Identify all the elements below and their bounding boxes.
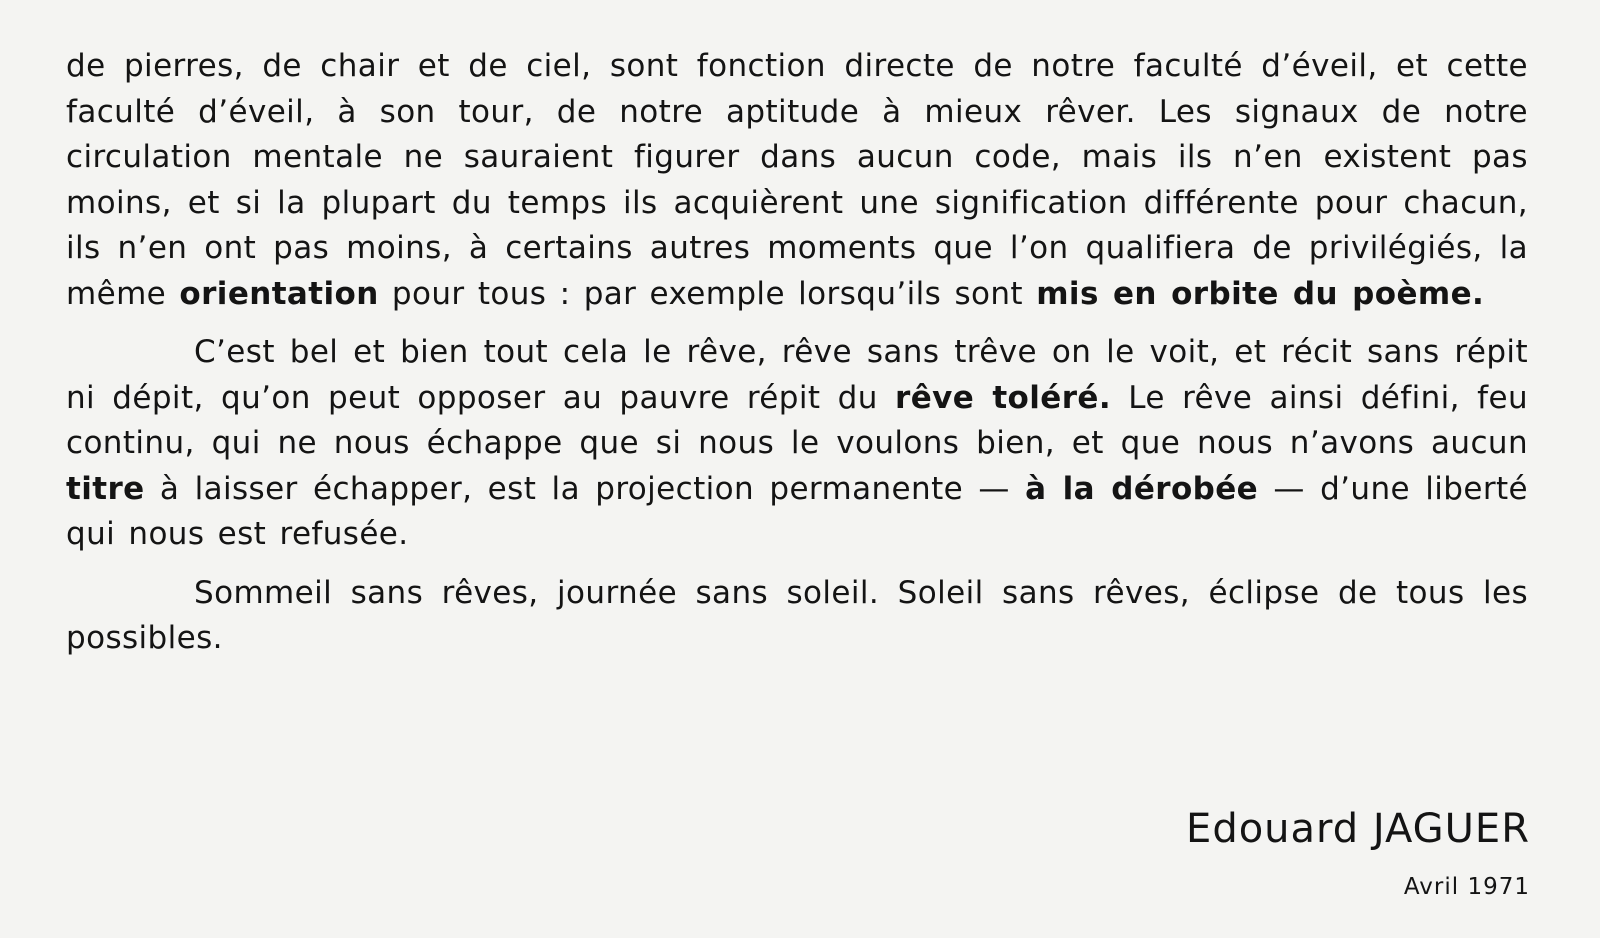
text-run: Sommeil sans rêves, journée sans soleil. Soleil sans rêves, éclipse de tous les possibles. bbox=[66, 574, 1528, 656]
text-run: pour tous : par exemple lorsqu’ils sont bbox=[378, 275, 1037, 312]
text-run: Le rêve ainsi défini, feu continu, qui ne nous échappe que si nous le voulons bien, et que nous n’avons aucun bbox=[66, 379, 1528, 461]
text-run: à laisser échapper, est la projection permanente — bbox=[144, 470, 1026, 507]
text-run: C’est bel et bien tout cela le rêve, rêve sans trêve on le voit, et récit sans répit ni dépit, qu’on peut opposer au pauvre répit du bbox=[66, 334, 1528, 416]
paragraph-1 bbox=[66, 44, 1528, 317]
author-signature: Edouard JAGUER bbox=[1186, 806, 1530, 852]
signature-date: Avril 1971 bbox=[1403, 874, 1530, 900]
paragraph-2 bbox=[66, 330, 1528, 558]
bold-term-mis-en-orbite: mis en orbite du poème. bbox=[1036, 275, 1485, 312]
bold-term-titre: titre bbox=[66, 470, 145, 507]
text-run: — d’une liberté qui nous est refusée. bbox=[66, 470, 1529, 552]
bold-term-orientation: orientation bbox=[179, 275, 379, 312]
paragraph-3 bbox=[66, 571, 1528, 662]
body-text bbox=[66, 44, 1528, 662]
text-run: de pierres, de chair et de ciel, sont fonction directe de notre faculté d’éveil, et cette faculté d’éveil, à son tour, de notre aptitude à mieux rêver. Les signaux de notre circulation mentale ne sauraient figurer dans aucun code, mais ils n’en existent pas moins, et si la plupart du temps ils acquièrent une signification différente pour chacun, ils n’en ont pas moins, à certains autres moments que l’on qualifiera de privilégiés, la même bbox=[66, 48, 1528, 312]
bold-term-reve-tolere: rêve toléré. bbox=[895, 379, 1111, 416]
bold-term-a-la-derobee: à la dérobée bbox=[1025, 470, 1259, 507]
